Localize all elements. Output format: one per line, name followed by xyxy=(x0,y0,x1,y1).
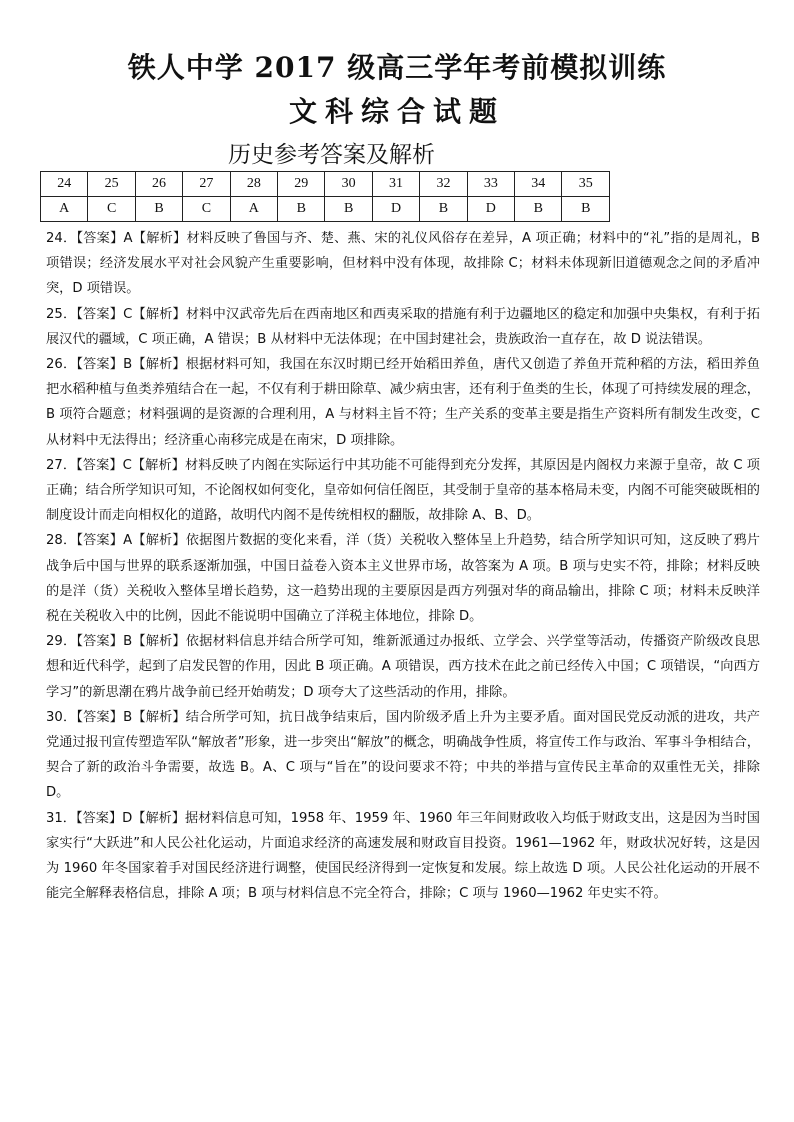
document-subtitle: 文科综合试题 xyxy=(288,95,505,128)
answer-cell: D xyxy=(467,197,514,222)
answer-cell: C xyxy=(183,197,230,222)
question-number: 30 xyxy=(325,172,372,197)
explanation-28: 28．【答案】A【解析】依据图片数据的变化来看，洋（货）关税收入整体呈上升趋势，结合所学知识可知，这反映了鸦片战争后中国与世界的联系逐渐加强，中国日益卷入资本主义世界市场，故答案为 A 项。B 项与史实不符，排除；材料反映的是洋（货）关税收入整体呈增长趋势，这一趋势出现的主要原因是西方列强对华的商品输出，排除 C 项；材料未反映洋税在关税收入中的比例，因此不能说明中国确立了洋税主体地位，排除 D。 xyxy=(46,533,760,625)
answer-table-answer-row xyxy=(41,197,610,222)
answer-cell: B xyxy=(135,197,182,222)
question-number: 31 xyxy=(372,172,419,197)
explanation-26: 26．【答案】B【解析】根据材料可知，我国在东汉时期已经开始稻田养鱼，唐代又创造了养鱼开荒种稻的方法，稻田养鱼把水稻种植与鱼类养殖结合在一起，不仅有利于耕田除草、减少病虫害，还有利于鱼类的生长，体现了可持续发展的理念，B 项符合题意；材料强调的是资源的合理利用，A 与材料主旨不符；生产关系的变革主要是指生产资料所有制发生改变，C 从材料中无法得出；经济重心南移完成是在南宋，D 项排除。 xyxy=(46,357,760,448)
answer-cell: B xyxy=(515,197,562,222)
answer-cell: C xyxy=(88,197,135,222)
question-number: 25 xyxy=(88,172,135,197)
explanation-list xyxy=(46,226,760,906)
answer-cell: B xyxy=(278,197,325,222)
question-number: 35 xyxy=(562,172,610,197)
answer-table xyxy=(40,171,610,222)
explanation-24: 24．【答案】A【解析】材料反映了鲁国与齐、楚、燕、宋的礼仪风俗存在差异，A 项正确；材料中的“礼”指的是周礼，B 项错误；经济发展水平对社会风貌产生重要影响，但材料中没有体现，故排除 C；材料未体现新旧道德观念之间的矛盾冲突，D 项错误。 xyxy=(46,231,760,297)
question-number: 26 xyxy=(135,172,182,197)
answer-cell: B xyxy=(325,197,372,222)
answer-cell: D xyxy=(372,197,419,222)
explanation-29: 29．【答案】B【解析】依据材料信息并结合所学可知，维新派通过办报纸、立学会、兴学堂等活动，传播资产阶级改良思想和近代科学，起到了启发民智的作用，因此 B 项正确。A 项错误，西方技术在此之前已经传入中国；C 项错误，“向西方学习”的新思潮在鸦片战争前已经开始萌发；D 项夸大了这些活动的作用，排除。 xyxy=(46,634,760,700)
answer-table-number-row xyxy=(41,172,610,197)
question-number: 27 xyxy=(183,172,230,197)
section-heading: 历史参考答案及解析 xyxy=(228,142,435,168)
answer-cell: A xyxy=(41,197,88,222)
explanation-25: 25．【答案】C【解析】材料中汉武帝先后在西南地区和西夷采取的措施有利于边疆地区的稳定和加强中央集权，有利于拓展汉代的疆域，C 项正确，A 错误；B 从材料中无法体现；在中国封建社会，贵族政治一直存在，故 D 说法错误。 xyxy=(46,306,760,347)
question-number: 24 xyxy=(41,172,88,197)
question-number: 33 xyxy=(467,172,514,197)
answer-cell: B xyxy=(420,197,467,222)
answer-cell: B xyxy=(562,197,610,222)
question-number: 28 xyxy=(230,172,277,197)
question-number: 32 xyxy=(420,172,467,197)
question-number: 34 xyxy=(515,172,562,197)
explanation-31: 31．【答案】D【解析】据材料信息可知，1958 年、1959 年、1960 年三年间财政收入均低于财政支出，这是因为当时国家实行“大跃进”和人民公社化运动，片面追求经济的高速发展和财政盲目投资。1961—1962 年，财政状况好转，这是因为 1960 年冬国家着手对国民经济进行调整，使国民经济得到一定恢复和发展。综上故选 D 项。人民公社化运动的开展不能完全解释表格信息，排除 A 项；B 项与材料信息不完全符合，排除；C 项与 1960—1962 年史实不符。 xyxy=(46,810,760,902)
question-number: 29 xyxy=(278,172,325,197)
explanation-30: 30．【答案】B【解析】结合所学可知，抗日战争结束后，国内阶级矛盾上升为主要矛盾。面对国民党反动派的进攻，共产党通过报刊宣传塑造军队“解放者”形象，进一步突出“解放”的概念，明确战争性质，将宣传工作与政治、军事斗争相结合，契合了新的政治斗争需要，故选 B。A、C 项与“旨在”的设问要求不符；中共的举措与宣传民主革命的双重性无关，排除 D。 xyxy=(46,709,760,801)
answer-cell: A xyxy=(230,197,277,222)
explanation-27: 27．【答案】C【解析】材料反映了内阁在实际运行中其功能不可能得到充分发挥，其原因是内阁权力来源于皇帝，故 C 项正确；结合所学知识可知，不论阁权如何变化，皇帝如何信任阁臣，其受制于皇帝的基本格局未变，内阁不可能突破既相的制度设计而走向相权化的道路，故明代内阁不是传统相权的翻版，故排除 A、B、D。 xyxy=(46,457,760,524)
document-title: 铁人中学 2017 级高三学年考前模拟训练 xyxy=(127,51,667,84)
